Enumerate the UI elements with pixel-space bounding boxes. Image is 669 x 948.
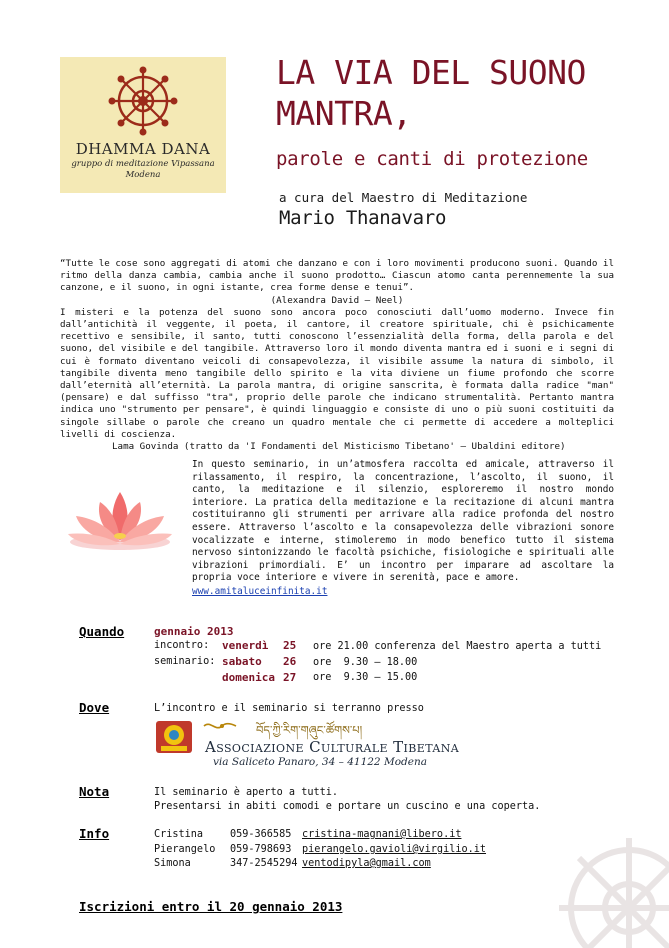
- meeting-date: 25: [283, 639, 297, 652]
- note-line-1: Il seminario è aperto a tutti.: [154, 787, 339, 798]
- contact-name: Cristina: [154, 829, 204, 840]
- saturday-date: 26: [283, 655, 297, 668]
- ornament-scroll-icon: [202, 720, 238, 732]
- meeting-label: incontro:: [154, 640, 210, 651]
- decorative-watermark: [519, 778, 669, 948]
- quote-block: [60, 258, 614, 453]
- author-name: Mario Thanavaro: [279, 207, 447, 229]
- meeting-day: venerdì: [222, 639, 269, 652]
- quote-text-1: “Tutte le cose sono aggregati di atomi che danzano e con i loro movimenti producono suoni. Quando il ritmo della danza cambia, cambia anche il suono prodotto… Ciascun atomo canta perennemente la sua canzone, e il suono, in ogni istante, crea forme dense e tenui”.: [60, 258, 614, 294]
- when-month: gennaio 2013: [154, 625, 234, 638]
- saturday-time: ore 9.30 – 18.00: [313, 657, 418, 668]
- saturday-day: sabato: [222, 655, 262, 668]
- when-label: Quando: [79, 624, 125, 639]
- lotus-flower-image: [66, 486, 174, 552]
- seminar-description: [192, 459, 614, 599]
- contact-email[interactable]: ventodipyla@gmail.com: [302, 858, 431, 869]
- dharma-wheel-icon: [107, 65, 179, 137]
- meeting-info: ore 21.00 conferenza del Maestro aperta a tutti: [313, 641, 602, 652]
- where-label: Dove: [79, 700, 110, 715]
- dhamma-dana-logo: [60, 57, 226, 193]
- note-line-2: Presentarsi in abiti comodi e portare un cuscino e una coperta.: [154, 801, 541, 812]
- contact-phone: 347-2545294: [230, 858, 298, 869]
- contact-phone: 059-798693: [230, 844, 292, 855]
- tibetan-script: བོད་ཀྱི་རིག་གཞུང་ཚོགས་པ།: [256, 723, 363, 737]
- curated-by: a cura del Maestro di Meditazione: [279, 190, 528, 205]
- contact-name: Simona: [154, 858, 191, 869]
- association-address: via Saliceto Panaro, 34 – 41122 Modena: [213, 756, 427, 768]
- page-title: [276, 52, 586, 134]
- contact-name: Pierangelo: [154, 844, 216, 855]
- page-subtitle: parole e canti di protezione: [276, 148, 588, 170]
- title-line-1: LA VIA DEL SUONO: [276, 53, 586, 92]
- info-label: Info: [79, 826, 110, 841]
- logo-city: Modena: [125, 170, 161, 180]
- faded-dharma-wheel-icon: [519, 778, 669, 948]
- logo-brand: DHAMMA DANA: [75, 140, 211, 158]
- quote-attribution-2: Lama Govinda (tratto da 'I Fondamenti del Misticismo Tibetano' – Ubaldini editore): [112, 441, 566, 453]
- contact-email[interactable]: pierangelo.gavioli@virgilio.it: [302, 844, 487, 855]
- where-text: L’incontro e il seminario si terranno presso: [154, 703, 424, 714]
- meeting-row: [154, 640, 209, 651]
- contact-phone: 059-366585: [230, 829, 292, 840]
- quote-text-2: I misteri e la potenza del suono sono ancora poco conosciuti dall’uomo moderno. Invece fin dall’antichità il veggente, il poeta, il cantore, il creatore spirituale, chi è psichicamente recettivo e sensibile, il santo, tutti conoscono l’essenzialità della forma, della parola e del suono, del visibile e del tangibile. Attraverso loro il mondo diventa mantra ed i suoni e i segni di cui è formato diventano veicoli di consapevolezza, il visibile assume la natura di simbolo, il tangibile diventa meno tangibile dello spirito e la vita diviene un fiume profondo che scorre dall’eternità all’eternità. La parola mantra, di origine sanscrita, è formata dalla radice "man" (pensare) e dal suffisso "tra", proprio delle parole che indicano strumentalità. Pertanto mantra indica uno "strumento per pensare", è quindi linguaggio e consiste di uno o più suoni costituiti da singole sillabe o parole che creano un quadro mentale che ci permette di accedere a molteplici livelli di coscienza.: [60, 306, 614, 440]
- sunday-date: 27: [283, 671, 297, 684]
- seminar-label: seminario:: [154, 656, 216, 667]
- association-name: Associazione Culturale Tibetana: [205, 738, 460, 756]
- title-line-2: MANTRA,: [276, 94, 412, 133]
- sunday-day: domenica: [222, 671, 275, 684]
- tibetan-emblem-icon: [155, 720, 193, 754]
- contact-email[interactable]: cristina-magnani@libero.it: [302, 829, 462, 840]
- seminar-text: In questo seminario, in un’atmosfera raccolta ed amicale, attraverso il rilassamento, il respiro, la concentrazione, l’ascolto, il suono, il canto, la meditazione e il silenzio, esploreremo il nostro mondo interiore. La pratica della meditazione e la recitazione di alcuni mantra costituiranno gli strumenti per arrivare alla radice profonda del nostro essere. Attraverso l’ascolto e la consapevolezza delle vibrazioni sonore vocalizzate e interne, stimoleremo in modo benefico tutto il sistema nervoso sintonizzando le facoltà psichiche, fisiologiche e spirituali alle vibrazioni primordiali. E’ un incontro per imparare ad ascoltare la propria voce interiore e vivere in serenità, pace e amore.: [192, 459, 614, 584]
- sunday-time: ore 9.30 – 15.00: [313, 672, 418, 683]
- note-label: Nota: [79, 784, 110, 799]
- logo-subtitle: gruppo di meditazione Vipassana: [71, 159, 215, 169]
- website-link[interactable]: www.amitaluceinfinita.it: [192, 585, 328, 597]
- quote-attribution-1: (Alexandra David – Neel): [270, 294, 404, 306]
- registration-deadline: Iscrizioni entro il 20 gennaio 2013: [79, 899, 343, 914]
